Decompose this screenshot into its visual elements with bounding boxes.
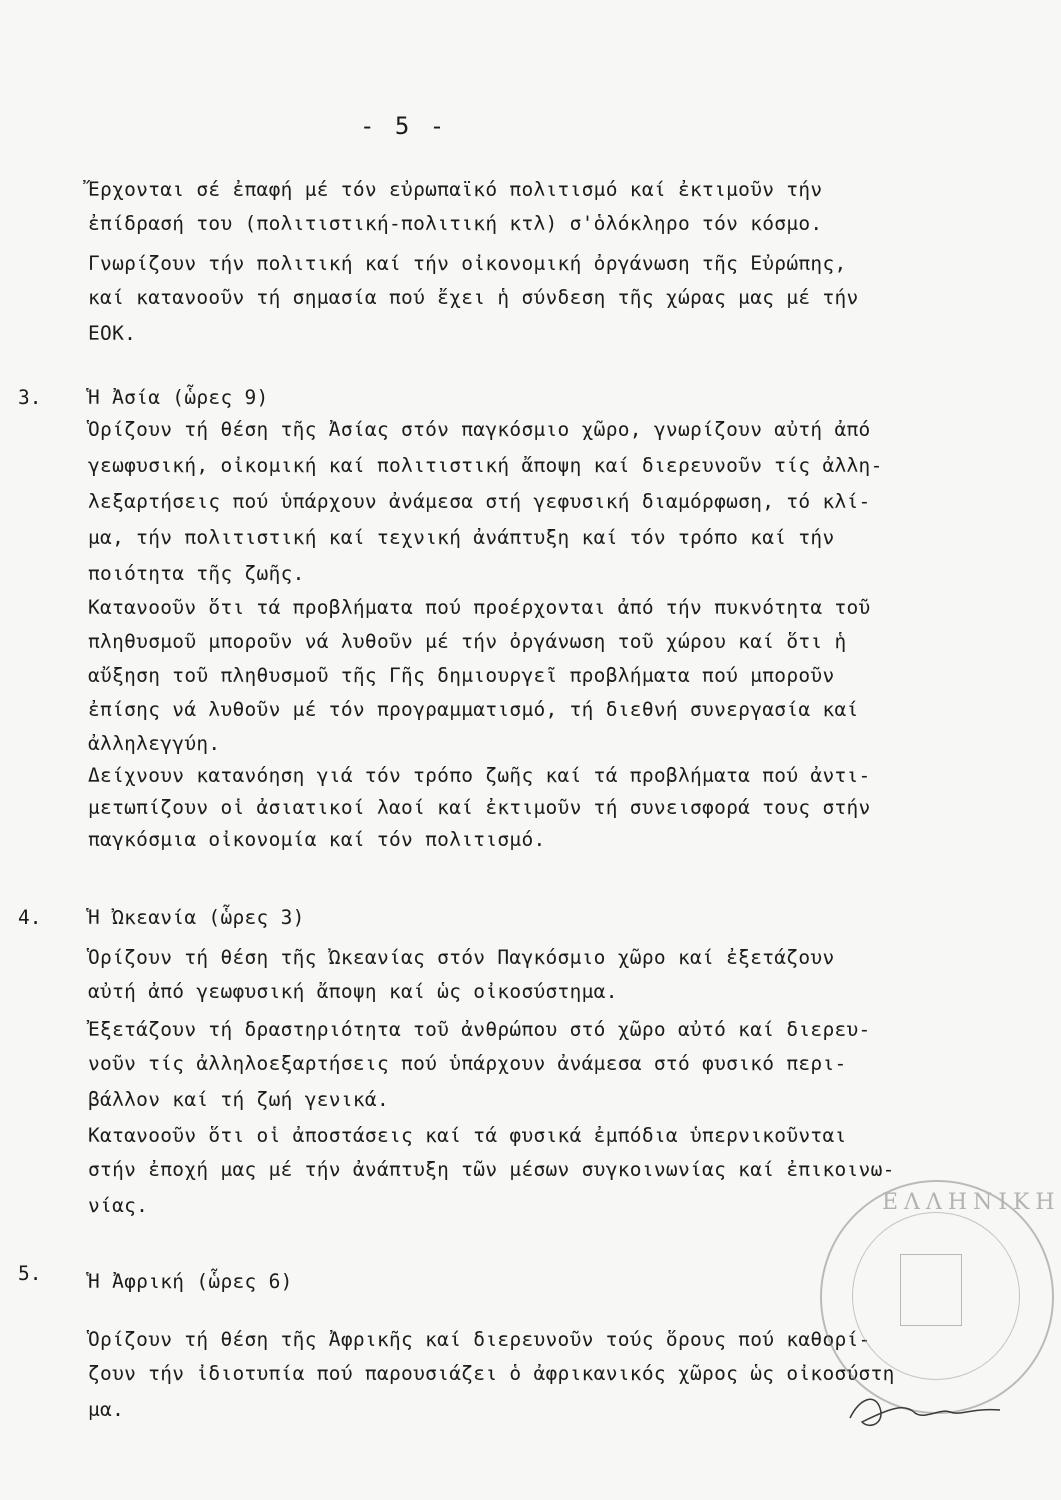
text-line: αὐτή ἀπό γεωφυσική ἄποψη καί ὡς οἰκοσύστημα.: [88, 980, 618, 1003]
section-number: 4.: [18, 906, 42, 929]
text-line: καί κατανοοῦν τή σημασία πού ἔχει ἡ σύνδεση τῆς χώρας μας μέ τήν: [88, 286, 859, 309]
text-line: βάλλον καί τή ζωή γενικά.: [88, 1088, 389, 1111]
text-line: μα, τήν πολιτιστική καί τεχνική ἀνάπτυξη καί τόν τρόπο καί τήν: [88, 526, 835, 549]
text-line: μετωπίζουν οἱ ἀσιατικοί λαοί καί ἐκτιμοῦν τή συνεισφορά τους στήν: [88, 796, 871, 819]
text-line: πληθυσμοῦ μποροῦν νά λυθοῦν μέ τήν ὀργάνωση τοῦ χώρου καί ὅτι ἡ: [88, 630, 847, 653]
text-line: νίας.: [88, 1194, 149, 1217]
signature-stroke: [850, 1399, 1000, 1425]
section-heading: Ἡ Ὠκεανία (ὧρες 3): [88, 906, 305, 929]
emblem-icon: [900, 1254, 962, 1326]
section-heading: Ἡ Ἀφρική (ὧρες 6): [88, 1270, 293, 1293]
text-line: ἐπίσης νά λυθοῦν μέ τόν προγραμματισμό, τή διεθνή συνεργασία καί: [88, 698, 859, 721]
text-line: γεωφυσική, οἰκομική καί πολιτιστική ἄποψη καί διερευνοῦν τίς ἀλλη-: [88, 454, 883, 477]
text-line: Ὁρίζουν τή θέση τῆς Ἀσίας στόν παγκόσμιο χῶρο, γνωρίζουν αὐτή ἀπό: [88, 418, 871, 441]
section-heading: Ἡ Ἀσία (ὧρες 9): [88, 386, 269, 409]
text-line: ἀλληλεγγύη.: [88, 732, 221, 755]
text-line: ΕΟΚ.: [88, 322, 137, 345]
text-line: Κατανοοῦν ὅτι τά προβλήματα πού προέρχονται ἀπό τήν πυκνότητα τοῦ: [88, 596, 871, 619]
text-line: νοῦν τίς ἀλληλοεξαρτήσεις πού ὑπάρχουν ἀνάμεσα στό φυσικό περι-: [88, 1052, 847, 1075]
text-line: Ἐξετάζουν τή δραστηριότητα τοῦ ἀνθρώπου στό χῶρο αὐτό καί διερευ-: [88, 1018, 871, 1041]
text-line: Γνωρίζουν τήν πολιτική καί τήν οἰκονομική ὀργάνωση τῆς Εὐρώπης,: [88, 252, 847, 275]
text-line: Ὁρίζουν τή θέση τῆς Ὠκεανίας στόν Παγκόσμιο χῶρο καί ἐξετάζουν: [88, 946, 835, 969]
section-number: 3.: [18, 386, 42, 409]
section-number: 5.: [18, 1262, 42, 1285]
text-line: Κατανοοῦν ὅτι οἱ ἀποστάσεις καί τά φυσικά ἐμπόδια ὑπερνικοῦνται: [88, 1124, 847, 1147]
text-line: ποιότητα τῆς ζωῆς.: [88, 562, 305, 585]
text-line: παγκόσμια οἰκονομία καί τόν πολιτισμό.: [88, 828, 546, 851]
text-line: Δείχνουν κατανόηση γιά τόν τρόπο ζωῆς καί τά προβλήματα πού ἀντι-: [88, 764, 871, 787]
text-line: μα.: [88, 1398, 125, 1421]
text-line: στήν ἐποχή μας μέ τήν ἀνάπτυξη τῶν μέσων συγκοινωνίας καί ἐπικοινω-: [88, 1158, 895, 1181]
text-line: Ὁρίζουν τή θέση τῆς Ἀφρικῆς καί διερευνοῦν τούς ὅρους πού καθορί-: [88, 1328, 871, 1351]
stamp-text: ΕΛΛΗΝΙΚΗ: [882, 1190, 1061, 1215]
text-line: ζουν τήν ἰδιοτυπία πού παρουσιάζει ὁ ἀφρικανικός χῶρος ὡς οἰκοσύστη: [88, 1362, 895, 1385]
text-line: ἐπίδρασή του (πολιτιστική-πολιτική κτλ) σ'ὁλόκληρο τόν κόσμο.: [88, 212, 823, 235]
text-line: λεξαρτήσεις πού ὑπάρχουν ἀνάμεσα στή γεφυσική διαμόρφωση, τό κλί-: [88, 490, 871, 513]
text-line: Ἔρχονται σέ ἐπαφή μέ τόν εὐρωπαϊκό πολιτισμό καί ἐκτιμοῦν τήν: [88, 178, 823, 201]
signature: [830, 1378, 1010, 1438]
page-number: - 5 -: [360, 112, 448, 140]
text-line: αὔξηση τοῦ πληθυσμοῦ τῆς Γῆς δημιουργεῖ προβλήματα πού μποροῦν: [88, 664, 835, 687]
